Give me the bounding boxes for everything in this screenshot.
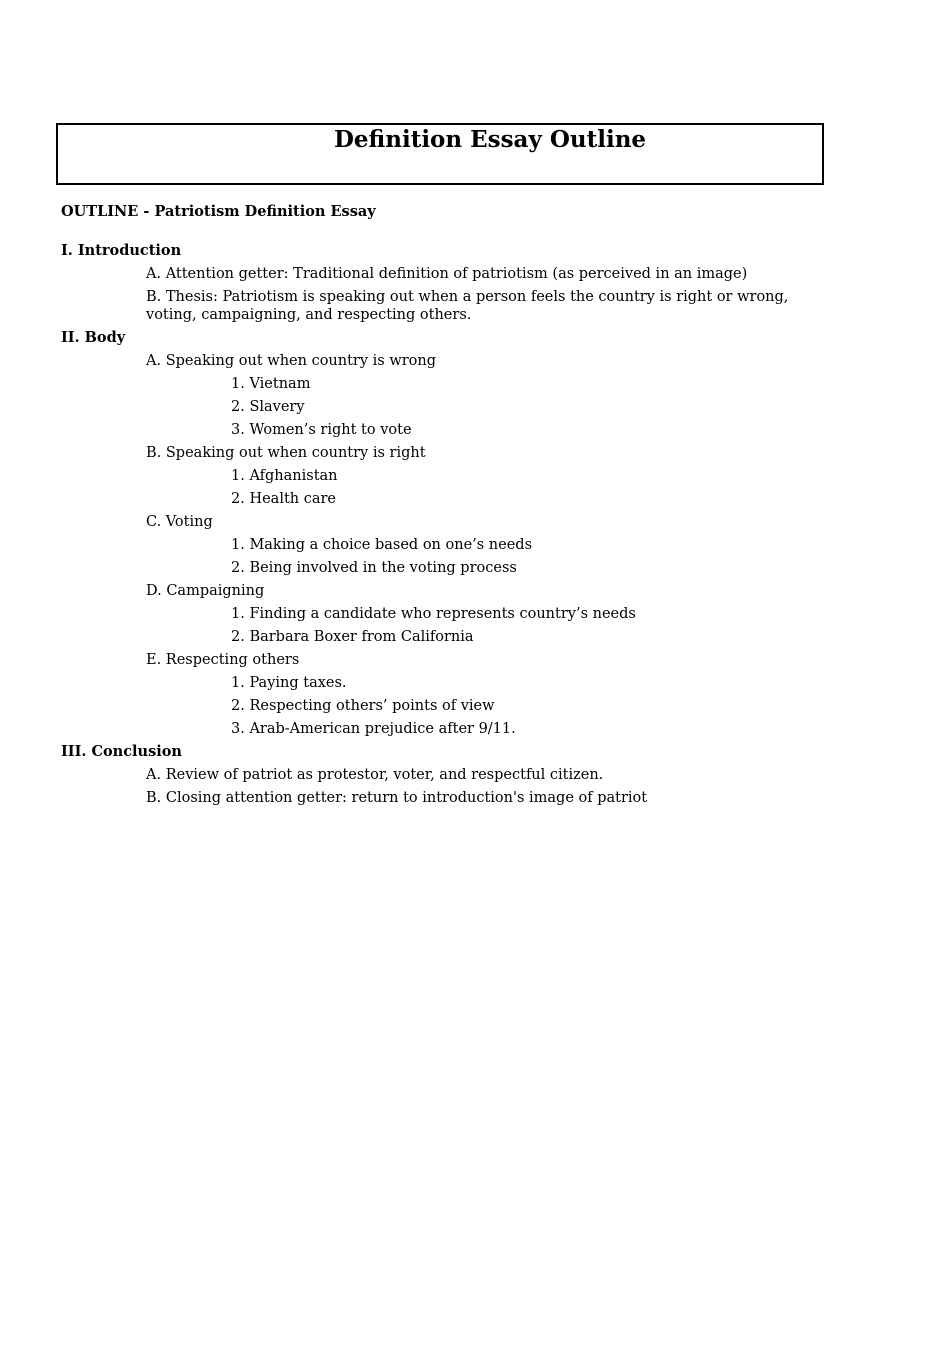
outline-subitem: 1. Afghanistan xyxy=(231,468,338,484)
outline-item: A. Speaking out when country is wrong xyxy=(146,353,437,369)
outline-subitem: 1. Vietnam xyxy=(231,376,311,392)
outline-item: B. Thesis: Patriotism is speaking out when a person feels the country is right or wrong, voting, campaigning, and respecting others. xyxy=(146,289,789,323)
section-heading: II. Body xyxy=(61,329,126,346)
outline-subitem: 2. Health care xyxy=(231,491,337,507)
section-heading: I. Introduction xyxy=(61,242,182,259)
outline-subitem: 2. Being involved in the voting process xyxy=(231,560,517,576)
outline-subitem: 3. Women’s right to vote xyxy=(231,422,412,438)
outline-subitem: 2. Respecting others’ points of view xyxy=(231,698,495,714)
outline-subitem: 1. Paying taxes. xyxy=(231,675,347,691)
outline-subitem: 2. Barbara Boxer from California xyxy=(231,629,474,645)
outline-subitem: 1. Making a choice based on one’s needs xyxy=(231,537,533,553)
outline-subitem: 2. Slavery xyxy=(231,399,305,415)
outline-item: A. Review of patriot as protestor, voter, and respectful citizen. xyxy=(146,767,604,783)
outline-item: C. Voting xyxy=(146,514,213,530)
outline-item: E. Respecting others xyxy=(146,652,300,668)
outline xyxy=(61,242,821,812)
title-box xyxy=(56,123,824,185)
outline-item: B. Speaking out when country is right xyxy=(146,445,426,461)
outline-item: D. Campaigning xyxy=(146,583,265,599)
outline-item: A. Attention getter: Traditional definition of patriotism (as perceived in an image) xyxy=(146,266,748,282)
section-heading: III. Conclusion xyxy=(61,743,182,760)
document-title: Definition Essay Outline xyxy=(333,126,647,153)
outline-subtitle: OUTLINE - Patriotism Definition Essay xyxy=(61,203,376,220)
outline-subitem: 1. Finding a candidate who represents country’s needs xyxy=(231,606,636,622)
outline-item: B. Closing attention getter: return to introduction's image of patriot xyxy=(146,790,648,806)
outline-subitem: 3. Arab-American prejudice after 9/11. xyxy=(231,721,516,737)
